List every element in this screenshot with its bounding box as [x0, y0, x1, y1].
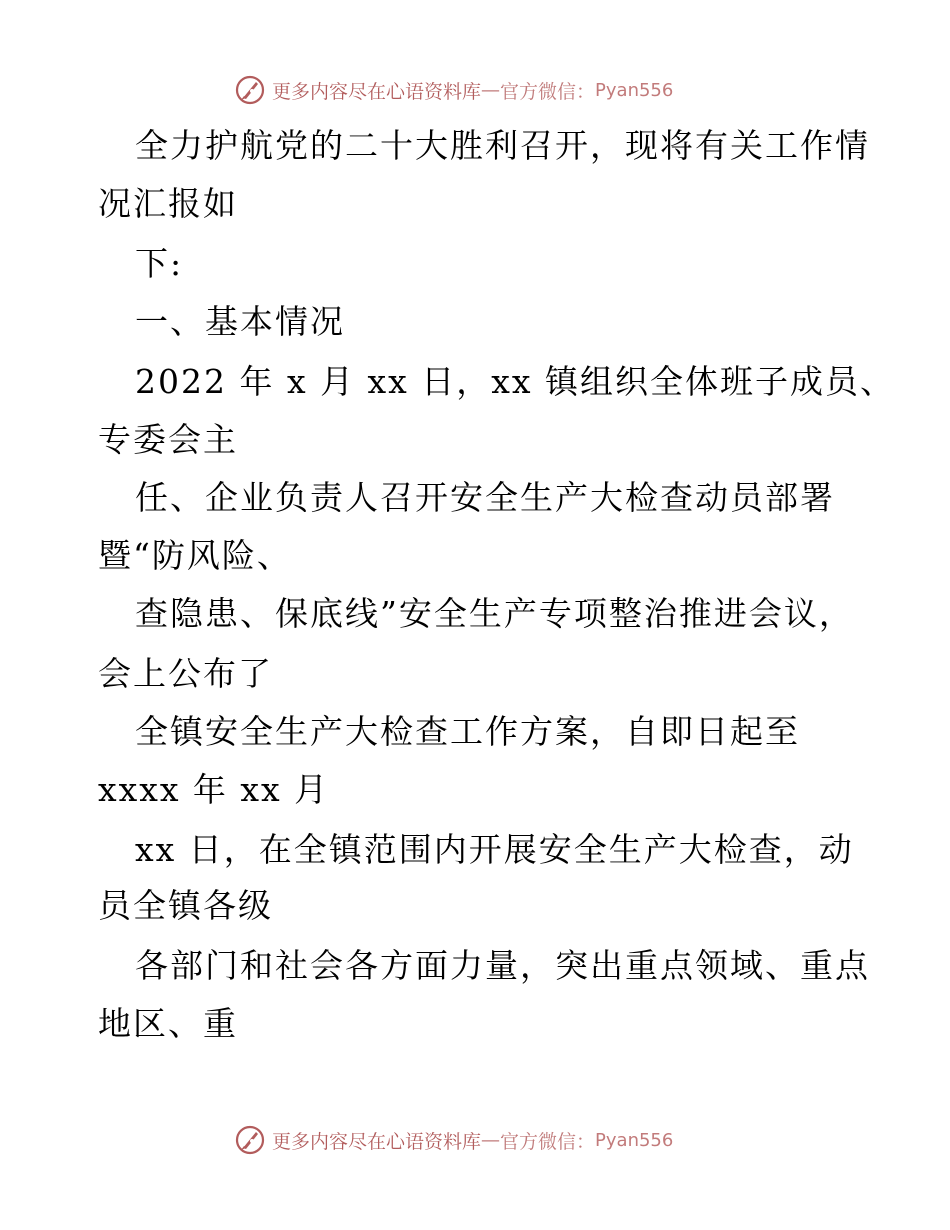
text-line: 全镇安全生产大检查工作方案，自即日起至 [135, 712, 800, 751]
text-line: 2022 年 x 月 xx 日，xx 镇组织全体班子成员、 [135, 362, 895, 401]
text-line: 专委会主 [98, 420, 238, 459]
watermark-separator: — [481, 79, 501, 101]
text-line: 各部门和社会各方面力量，突出重点领域、重点 [135, 946, 870, 985]
text-line: 暨“防风险、 [98, 536, 292, 575]
text-line: 员全镇各级 [98, 886, 273, 925]
watermark-wechat-id: Pyan556 [595, 79, 674, 101]
text-line: xxxx 年 xx 月 [98, 770, 330, 809]
quill-pen-circle-icon [234, 1124, 266, 1156]
section-heading: 一、基本情况 [135, 302, 345, 341]
text-line: 任、企业负责人召开安全生产大检查动员部署 [135, 478, 835, 517]
text-line: 地区、重 [98, 1004, 238, 1043]
text-line: 查隐患、保底线”安全生产专项整治推进会议， [135, 594, 854, 633]
watermark-brand: 更多内容尽在心语资料库 [272, 1130, 482, 1153]
watermark-footer [234, 1122, 714, 1158]
watermark-wechat-id: Pyan556 [595, 1129, 674, 1151]
text-line: xx 日，在全镇范围内开展安全生产大检查，动 [135, 830, 854, 869]
watermark-contact-label: 官方微信： [500, 80, 596, 103]
text-line: 下: [135, 244, 184, 283]
watermark-contact-label: 官方微信： [500, 1130, 596, 1153]
text-line: 况汇报如 [98, 184, 238, 223]
quill-pen-circle-icon [234, 74, 266, 106]
watermark-brand: 更多内容尽在心语资料库 [272, 80, 482, 103]
text-line: 全力护航党的二十大胜利召开，现将有关工作情 [135, 126, 870, 165]
watermark-separator: — [481, 1129, 501, 1151]
watermark-header [234, 72, 714, 108]
text-line: 会上公布了 [98, 654, 273, 693]
